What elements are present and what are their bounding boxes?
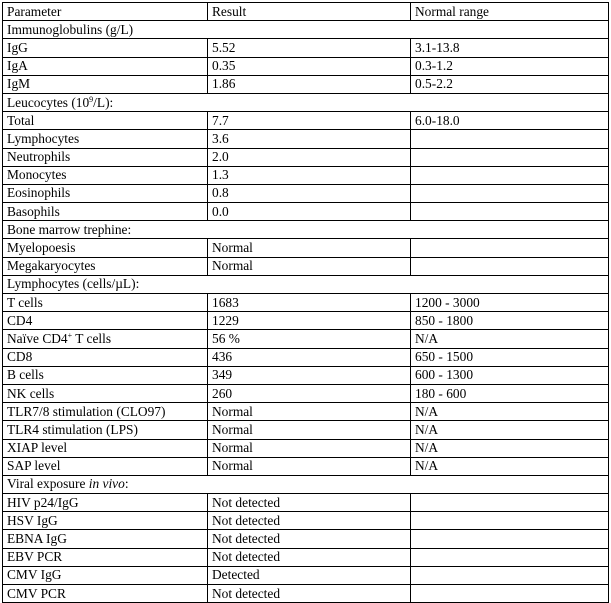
table-row-tlr4 (3, 421, 609, 439)
range-cell: N/A (411, 330, 609, 348)
range-cell: N/A (411, 439, 609, 457)
table-row-neutrophils (3, 148, 609, 166)
parameter-cell: TLR7/8 stimulation (CLO97) (3, 403, 208, 421)
range-cell (411, 257, 609, 275)
naive-cd4-sup: + (67, 330, 73, 340)
result-cell: 3.6 (208, 130, 411, 148)
range-cell (411, 130, 609, 148)
lab-results-table (2, 2, 609, 603)
parameter-cell: Lymphocytes (3, 130, 208, 148)
range-cell: N/A (411, 457, 609, 475)
parameter-cell: IgM (3, 75, 208, 93)
result-cell: 349 (208, 366, 411, 384)
result-cell: Normal (208, 439, 411, 457)
result-cell: Not detected (208, 585, 411, 603)
table-row-hiv (3, 494, 609, 512)
table-row-sap (3, 457, 609, 475)
result-cell: Normal (208, 457, 411, 475)
parameter-cell: TLR4 stimulation (LPS) (3, 421, 208, 439)
table-row-cd8 (3, 348, 609, 366)
parameter-cell: Basophils (3, 203, 208, 221)
result-cell: 0.8 (208, 184, 411, 202)
viral-exposure-italic: in vivo (88, 476, 125, 492)
naive-cd4-pre: Naïve CD4 (7, 330, 68, 346)
parameter-cell (3, 330, 208, 348)
result-cell: 260 (208, 384, 411, 402)
table-row-eosinophils (3, 184, 609, 202)
header-row (3, 3, 609, 21)
range-cell (411, 239, 609, 257)
table-row-lymphocytes (3, 130, 609, 148)
range-cell (411, 203, 609, 221)
parameter-cell: IgG (3, 39, 208, 57)
parameter-cell: XIAP level (3, 439, 208, 457)
parameter-cell: CMV IgG (3, 566, 208, 584)
viral-exposure-post: : (124, 476, 129, 492)
range-cell: 650 - 1500 (411, 348, 609, 366)
range-cell (411, 512, 609, 530)
section-title-leucocytes-sup: 9 (89, 94, 94, 104)
range-cell (411, 148, 609, 166)
parameter-cell: Eosinophils (3, 184, 208, 202)
range-cell: N/A (411, 403, 609, 421)
result-cell: Normal (208, 421, 411, 439)
range-cell: 3.1-13.8 (411, 39, 609, 57)
parameter-cell: CD8 (3, 348, 208, 366)
parameter-cell: Myelopoesis (3, 239, 208, 257)
result-cell: Not detected (208, 494, 411, 512)
section-title-lymphocytes: Lymphocytes (cells/µL): (3, 275, 609, 293)
table-row-iga (3, 57, 609, 75)
range-cell (411, 585, 609, 603)
table-row-tlr78 (3, 403, 609, 421)
parameter-cell: Total (3, 112, 208, 130)
range-cell: 850 - 1800 (411, 312, 609, 330)
header-result: Result (208, 3, 411, 21)
section-row-leucocytes (3, 93, 609, 111)
parameter-cell: Megakaryocytes (3, 257, 208, 275)
parameter-cell: CD4 (3, 312, 208, 330)
header-normal-range: Normal range (411, 3, 609, 21)
parameter-cell: B cells (3, 366, 208, 384)
parameter-cell: Monocytes (3, 166, 208, 184)
range-cell: 0.5-2.2 (411, 75, 609, 93)
result-cell: Not detected (208, 548, 411, 566)
section-title-leucocytes (3, 93, 609, 111)
section-row-immunoglobulins (3, 21, 609, 39)
table-row-cmv-pcr (3, 585, 609, 603)
section-row-viral-exposure (3, 475, 609, 493)
naive-cd4-post: T cells (72, 330, 112, 346)
table-row-basophils (3, 203, 609, 221)
result-cell: Not detected (208, 530, 411, 548)
table-row-nk-cells (3, 384, 609, 402)
result-cell: Normal (208, 403, 411, 421)
header-parameter: Parameter (3, 3, 208, 21)
range-cell: N/A (411, 421, 609, 439)
result-cell: 0.35 (208, 57, 411, 75)
table-row-cmv-igg (3, 566, 609, 584)
result-cell: 1.3 (208, 166, 411, 184)
section-title-immunoglobulins: Immunoglobulins (g/L) (3, 21, 609, 39)
table-row-megakaryocytes (3, 257, 609, 275)
section-title-bone-marrow: Bone marrow trephine: (3, 221, 609, 239)
parameter-cell: EBNA IgG (3, 530, 208, 548)
parameter-cell: HSV IgG (3, 512, 208, 530)
result-cell: 1683 (208, 294, 411, 312)
result-cell: Detected (208, 566, 411, 584)
table-row-total (3, 112, 609, 130)
range-cell (411, 548, 609, 566)
table-row-b-cells (3, 366, 609, 384)
range-cell: 6.0-18.0 (411, 112, 609, 130)
parameter-cell: SAP level (3, 457, 208, 475)
result-cell: 7.7 (208, 112, 411, 130)
result-cell: 5.52 (208, 39, 411, 57)
parameter-cell: HIV p24/IgG (3, 494, 208, 512)
section-title-leucocytes-pre: Leucocytes (10 (7, 94, 90, 110)
table-row-xiap (3, 439, 609, 457)
range-cell (411, 184, 609, 202)
table-row-cd4 (3, 312, 609, 330)
result-cell: 1229 (208, 312, 411, 330)
table-row-t-cells (3, 294, 609, 312)
range-cell (411, 566, 609, 584)
range-cell (411, 494, 609, 512)
range-cell (411, 166, 609, 184)
section-title-viral-exposure (3, 475, 609, 493)
result-cell: Normal (208, 257, 411, 275)
table-row-igg (3, 39, 609, 57)
parameter-cell: Neutrophils (3, 148, 208, 166)
table-row-naive-cd4 (3, 330, 609, 348)
result-cell: Not detected (208, 512, 411, 530)
table-row-hsv (3, 512, 609, 530)
range-cell: 0.3-1.2 (411, 57, 609, 75)
parameter-cell: IgA (3, 57, 208, 75)
parameter-cell: EBV PCR (3, 548, 208, 566)
range-cell (411, 530, 609, 548)
result-cell: 1.86 (208, 75, 411, 93)
table-row-igm (3, 75, 609, 93)
result-cell: Normal (208, 239, 411, 257)
table-row-ebna (3, 530, 609, 548)
result-cell: 436 (208, 348, 411, 366)
parameter-cell: NK cells (3, 384, 208, 402)
range-cell: 1200 - 3000 (411, 294, 609, 312)
result-cell: 0.0 (208, 203, 411, 221)
parameter-cell: CMV PCR (3, 585, 208, 603)
result-cell: 2.0 (208, 148, 411, 166)
section-row-lymphocytes (3, 275, 609, 293)
section-title-leucocytes-post: /L): (93, 94, 114, 110)
table-row-monocytes (3, 166, 609, 184)
parameter-cell: T cells (3, 294, 208, 312)
range-cell: 180 - 600 (411, 384, 609, 402)
viral-exposure-pre: Viral exposure (7, 476, 89, 492)
range-cell: 600 - 1300 (411, 366, 609, 384)
table-row-ebv-pcr (3, 548, 609, 566)
section-row-bone-marrow (3, 221, 609, 239)
table-row-myelopoesis (3, 239, 609, 257)
result-cell: 56 % (208, 330, 411, 348)
